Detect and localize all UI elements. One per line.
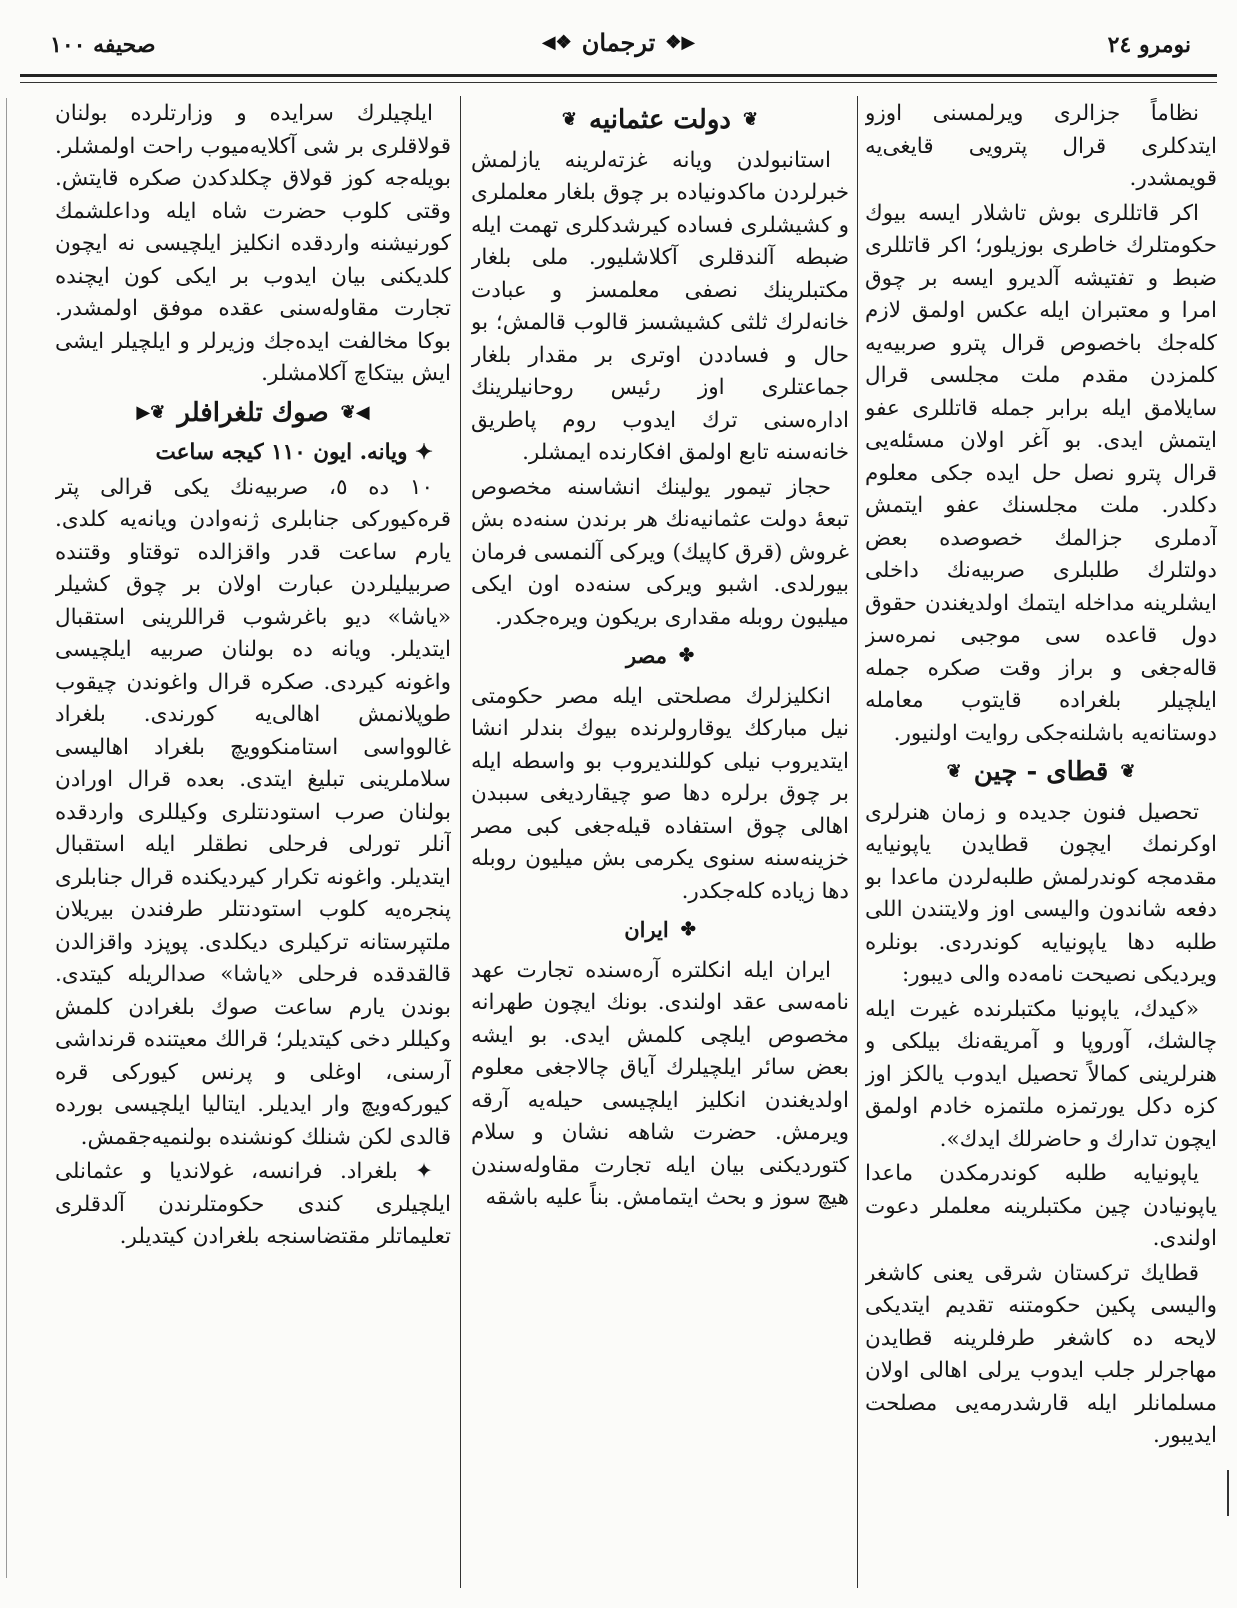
article-paragraph: «کیدك، یاپونیا مکتبلرنده غیرت ایله چالشك، آوروپا و آمریقه‌نك بیلکی و هنرلرینی کمالاً تحصیل ایدوب یالکز اوز کزه دکل یورتمزه ملتمزه خادم اولمق ایچون تدارك و حاضرلك ایدك». xyxy=(865,996,1217,1152)
article-paragraph: ١٠ ده ٥، صربیه‌نك یکی قرالی پتر قره‌کیورکی جنابلری ژنه‌وادن ویانه‌یه کلدی. یارم ساعت قدر واقزالده توقتاو وقتنده صربیلیلردن عبارت اولان بر چوق کشیلر «یاشا» دیو باغرشوب قراللرینی استقبال ایتدیلر. ویانه ده بولنان صربیه ایلچیسی واغونه کیردی. صکره قرال واغوندن چیقوب طوپلانمش اهالی‌یه کورندی. بلغراد غالوواسی استامنکوویچ بلغراد اهالیسی سلاملرینی تبلیغ ایتدی. بعده قرال اورادن بولنان صرب استودنتلری وکیللری واردقده آنلر تورلی فرحلی نطقلر ایله استقبال ایتدیلر. واغونه تکرار کیردیکنده قرال جنابلری پنجره‌یه کلوب استودنتلر طرفندن بیریلان ملتپرستانه ترکیلری دیکلدی. پوپزد واقزالدن قالقدقده فرحلی «یاشا» صدالریله کیتدی. بوندن یارم ساعت صوك بلغرادن کلمش وکیللر دخی کیتدیلر؛ قرالك معیتنده قرنداشی آرسنی، اوغلی و پرنس کیورکی قره کیورکه‌ویچ وار ایدیلر. ایتالیا ایلچیسی بورده قالدی لکن شنلك کونشنده بولنمیه‌جقمش. xyxy=(55,474,451,1150)
article-paragraph: یاپونیایه طلبه کوندرمکدن ماعدا یاپونیادن چین مکتبلرینه معلملر دعوت اولندی. xyxy=(865,1161,1217,1251)
ornament-icon: ❦ xyxy=(946,761,962,782)
section-heading-iran xyxy=(471,914,849,947)
article-paragraph: استانبولدن ویانه غزته‌لرینه یازلمش خبرلردن ماکدونیاده بر چوق بلغار معلملری و کشیشلری فساده کیرشدکلری تهمت ایله ضبطه آلندقلری آکلاشلیور. ملی بلغار مکتبلرینك نصفی معلمسز و عبادت خانه‌لرك ثلثی کشیشسز قالوب قالمش؛ بو حال و فساددن اوتری بر مقدار بلغار جماعتلری اوز رئیس روحانیلرینك اداره‌سنی ترك ایدوب روم پاطریق خانه‌سنه تابع اولمق افکارنده ایمشلر. xyxy=(471,147,849,465)
article-paragraph: قطایك ترکستان شرقی یعنی کاشغر والیسی پکین حکومتنه تقدیم ایتدیکی لایحه ده کاشغر طرفلرینه قطایدن مهاجرلر جلب ایدوب یرلی اهالی اولان مسلمانلر ایله قارشدرمه‌یی مصلحت ایدیبور. xyxy=(865,1260,1217,1448)
issue-number: نومرو ٢٤ xyxy=(1107,32,1191,58)
dateline-text: ویانه. ایون ١١٠ کیجه ساعت xyxy=(155,440,408,465)
column-right xyxy=(865,98,1217,1586)
section-heading-china xyxy=(865,756,1217,789)
section-title: ایران xyxy=(624,917,669,942)
article-paragraph: ایران ایله انکلتره آره‌سنده تجارت عهد نامه‌سی عقد اولندی. بونك ایچون طهرانه مخصوص ایلچی کلمش ایدی. بو ایشه بعض سائر ایلچیلرك آیاق چالاجغی معلوم اولدیغندن انکلیز ایلچیسی حیله‌یه آرقه ویرمش. حضرت شاهه نشان و سلام کتوردیکنی بیان ایله تجارت مقاوله‌سندن هیچ سوز و بحث ایتمامش. بناً علیه باشقه xyxy=(471,957,849,1210)
ornament-icon: ❦▶ xyxy=(136,401,166,423)
article-paragraph: ایلچیلرك سرایده و وزارتلرده بولنان قولاقلری بر شی آکلایه‌میوب راحت اولمشلر. بویله‌جه کوز قولاق چکلدکدن صکره قایتش. وقتی کلوب حضرت شاه ایله وداعلشمك کورنیشنه واردقده انکلیز ایلچیسی نه ایچون کلدیکنی بیان ایدوب بر ایکی کون ایچنده تجارت مقاوله‌سنی عقده موفق اولمشدر. بوکا مخالفت ایده‌جك وزیرلر و ایلچیلر ایشی ایش بیتکاچ آکلامشلر. xyxy=(55,101,451,386)
section-title: دولت عثمانیه xyxy=(589,105,731,135)
ornament-left-icon: ◀❖ xyxy=(541,32,572,53)
column-divider-right xyxy=(857,96,858,1588)
article-paragraph: حجاز تیمور یولینك انشاسنه مخصوص تبعهٔ دولت عثمانیه‌نك هر برندن سنه‌ده بش غروش (قرق کاپیك) ویرکی آلنمسی فرمان بیورلدی. اشبو ویرکی سنه‌ده اون ایکی میلیون روبله مقداری بریکون ویره‌جکدر. xyxy=(471,474,849,630)
dispatch-bullet-icon: ✦ xyxy=(407,440,433,465)
masthead xyxy=(30,26,1207,66)
section-heading-egypt xyxy=(471,640,849,673)
header-rule-thick xyxy=(20,74,1217,77)
newspaper-title: ترجمان xyxy=(581,28,656,57)
ornament-icon: ✤ xyxy=(680,919,696,940)
page-number: صحیفه ١٠٠ xyxy=(50,32,156,58)
newspaper-title-block xyxy=(542,28,696,57)
article-paragraph: اکر قاتللری بوش تاشلار ایسه بیوك حکومتلرك خاطری بوزیلور؛ اکر قاتللری ضبط و تفتیشه آلدیرو ایسه بر چوق امرا و معتبران ایله عکس اولمق لازم کله‌جك باخصوص قرال پترو صربیه‌یه کلمزدن مقدم ملت مجلسی قرال سایلامق ایله برابر جمله قاتللری عفو ایتمش ایدی. بو آغر اولان مسئله‌یی قرال پترو نصل حل ایده جکی معلوم دکلدر. ملت مجلسنك عفو ایتمش آدملری جزالمك خصوصده بعض دولتلرك طلبلری صربیه‌نك داخلی ایشلرینه مداخله ایتمك اولدیغندن حقوق دول قاعده سی موجبی نمره‌سز قاله‌جغی و براز وقت صکره جمله ایلچیلر بلغراده قایتوب معامله دوستانه‌یه باشلنه‌جکی روایت اولنیور. xyxy=(865,200,1217,746)
ornament-icon: ✤ xyxy=(678,645,695,666)
ornament-icon: ❦ xyxy=(1120,761,1136,782)
ornament-icon: ❦ xyxy=(743,109,759,130)
ornament-icon: ◀❦ xyxy=(340,401,370,423)
column-divider-left xyxy=(460,96,461,1588)
dispatch-paragraph xyxy=(55,1156,451,1254)
ornament-icon: ❦ xyxy=(561,109,578,130)
article-paragraph: نظاماً جزالری ویرلمسنی اوزو ایتدکلری قرال پترویی قایغی‌یه قویمشدر. xyxy=(865,101,1217,191)
ornament-right-icon: ❖▶ xyxy=(665,32,696,53)
dispatch-bullet-icon: ✦ xyxy=(397,1159,433,1184)
page-edge-line xyxy=(6,98,7,1578)
section-heading-telegrams xyxy=(55,397,451,430)
section-title: صوك تلغرافلر xyxy=(177,397,329,428)
section-heading-ottoman xyxy=(471,104,849,137)
header-rule-thin xyxy=(20,82,1217,83)
dispatch-text: بلغراد. فرانسه، غولاندیا و عثمانلی ایلچیلری کندی حکومتلرندن آلدقلری تعلیماتلر مقتضاسنجه بلغرادن کیتدیلر. xyxy=(55,1159,451,1249)
section-title: قطای - چین xyxy=(973,757,1109,787)
column-left xyxy=(55,98,451,1586)
article-paragraph: تحصیل فنون جدیده و زمان هنرلری اوکرنمك ایچون قطایدن یاپونیایه مقدمجه کوندرلمش طلبه‌لردن ماعدا بو دفعه شاندون والیسی اوز ولایتندن اللی طلبه دها یاپونیایه کوندردی. بونلره ویردیکی نصیحت نامه‌ده والی دیبور: xyxy=(865,799,1217,987)
section-title: مصر xyxy=(625,643,667,668)
dispatch-dateline xyxy=(55,437,451,470)
article-paragraph: انکلیزلرك مصلحتی ایله مصر حکومتی نیل مبارکك یوقارولرنده بیوك بندلر انشا ایتدیروب نیلی کوللندیروب بو واسطه ایله بر چوق برلره دها صو چیقاردیغی سببدن اهالی چوق استفاده قیله‌جغی کبی مصر خزینه‌سنه سنوی یکرمی بش میلیون روبله دها زیاده کله‌جکدر. xyxy=(471,683,849,904)
column-middle xyxy=(471,98,849,1586)
page-edge-mark xyxy=(1227,1470,1229,1516)
